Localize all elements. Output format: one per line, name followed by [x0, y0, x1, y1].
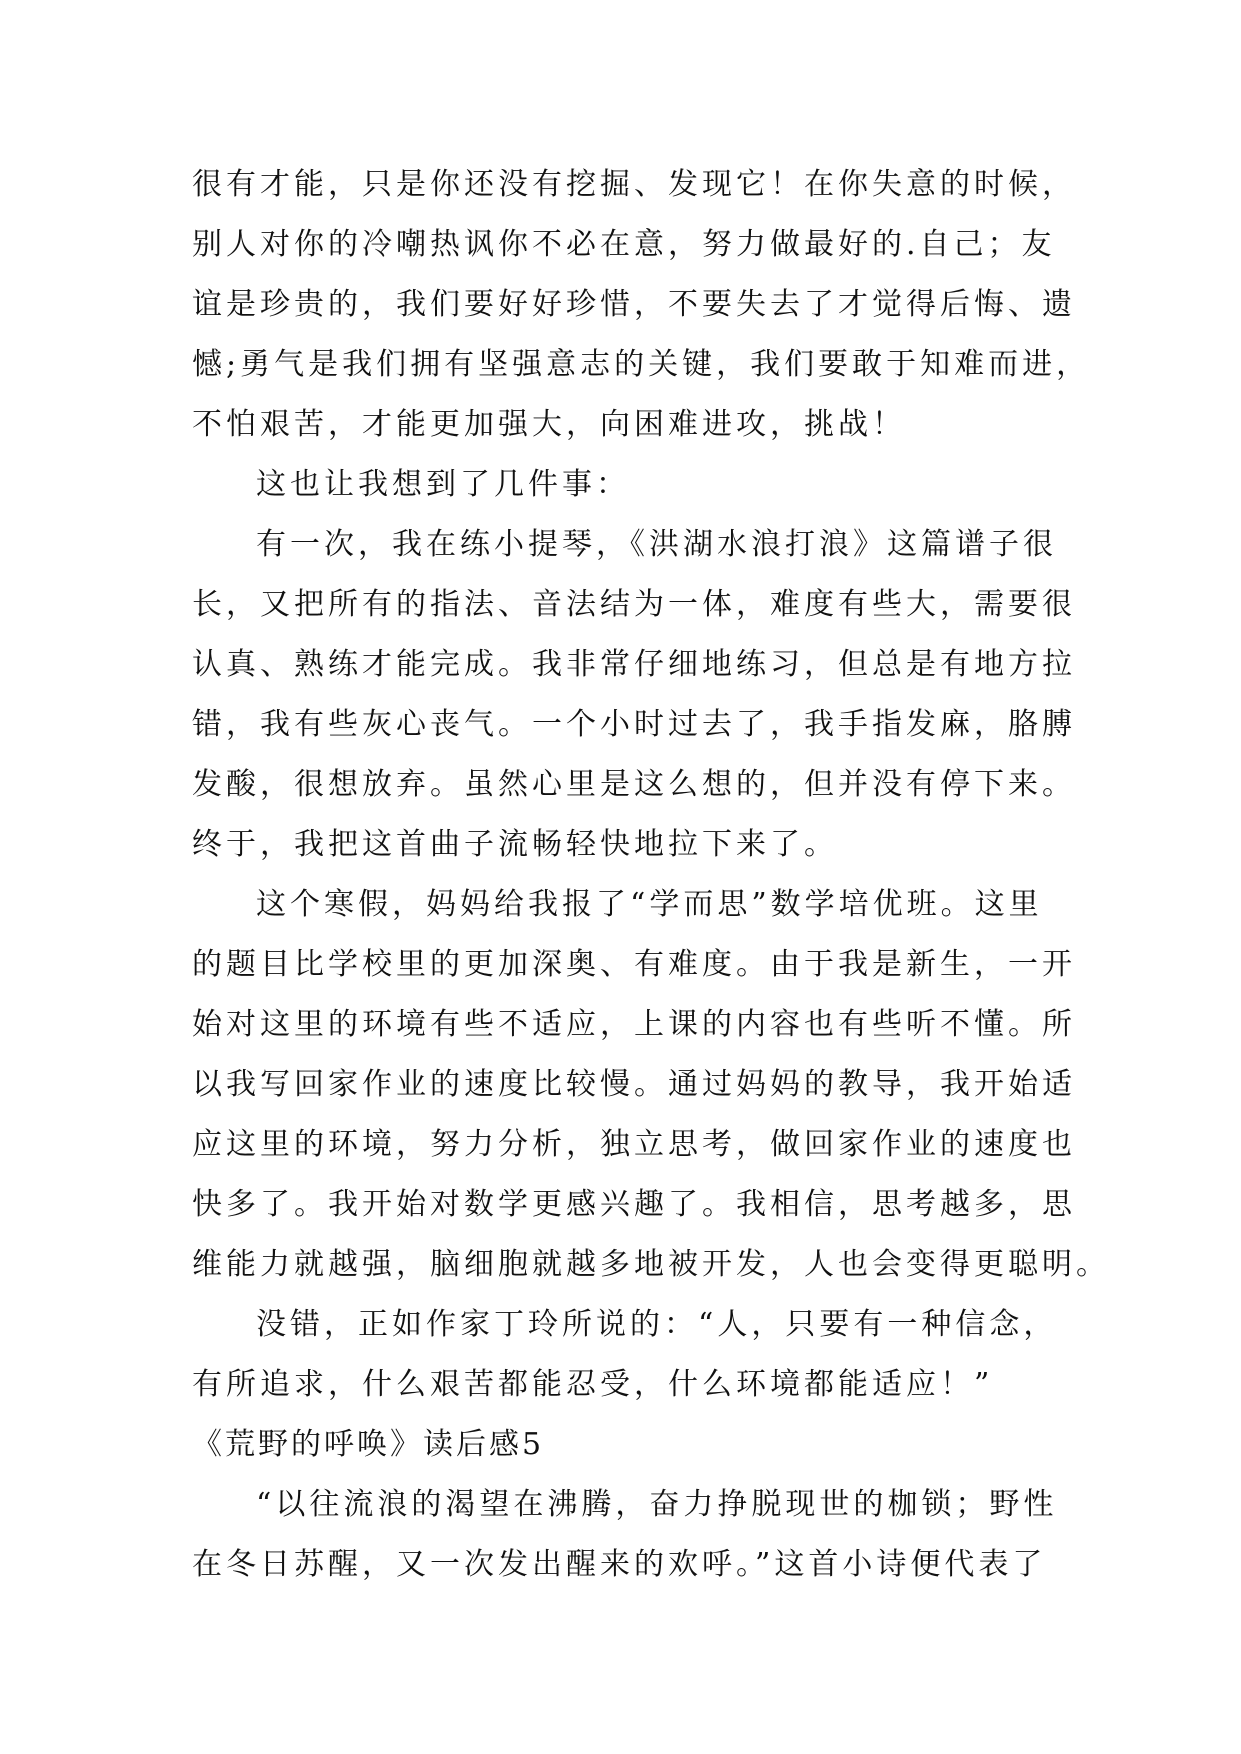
text-line: 很有才能，只是你还没有挖掘、发现它！在你失意的时候，	[192, 167, 1076, 202]
text-line: 终于，我把这首曲子流畅轻快地拉下来了。	[192, 827, 838, 862]
document-body	[192, 155, 1110, 1595]
text-line: 谊是珍贵的，我们要好好珍惜，不要失去了才觉得后悔、遗	[192, 287, 1076, 322]
text-line: 快多了。我开始对数学更感兴趣了。我相信，思考越多，思	[192, 1187, 1076, 1222]
section-heading: 《荒野的呼唤》读后感5	[192, 1427, 545, 1462]
text-line: 的题目比学校里的更加深奥、有难度。由于我是新生，一开	[192, 947, 1076, 982]
text-line: 错，我有些灰心丧气。一个小时过去了，我手指发麻，胳膊	[192, 707, 1076, 742]
text-line: 以我写回家作业的速度比较慢。通过妈妈的教导，我开始适	[192, 1067, 1076, 1102]
text-line: 始对这里的环境有些不适应，上课的内容也有些听不懂。所	[192, 1007, 1076, 1042]
text-line: 维能力就越强，脑细胞就越多地被开发，人也会变得更聪明。	[192, 1247, 1110, 1282]
text-line: 发酸，很想放弃。虽然心里是这么想的，但并没有停下来。	[192, 767, 1076, 802]
text-line: 这也让我想到了几件事：	[256, 467, 630, 502]
text-line: 有一次，我在练小提琴，《洪湖水浪打浪》这篇谱子很	[256, 527, 1057, 562]
text-line: 在冬日苏醒，又一次发出醒来的欢呼。”这首小诗便代表了	[192, 1547, 1047, 1582]
text-line: 没错，正如作家丁玲所说的：“人，只要有一种信念，	[256, 1307, 1058, 1342]
text-line: 别人对你的冷嘲热讽你不必在意，努力做最好的.自己；友	[192, 227, 1056, 262]
text-line: 应这里的环境，努力分析，独立思考，做回家作业的速度也	[192, 1127, 1076, 1162]
text-line: 不怕艰苦，才能更加强大，向困难进攻，挑战！	[192, 407, 906, 442]
text-line: 认真、熟练才能完成。我非常仔细地练习，但总是有地方拉	[192, 647, 1076, 682]
text-line: 有所追求，什么艰苦都能忍受，什么环境都能适应！”	[192, 1367, 994, 1402]
text-line: 这个寒假，妈妈给我报了“学而思”数学培优班。这里	[256, 887, 1043, 922]
text-line: 长，又把所有的指法、音法结为一体，难度有些大，需要很	[192, 587, 1076, 622]
text-line: 憾;勇气是我们拥有坚强意志的关键，我们要敢于知难而进，	[192, 347, 1091, 382]
text-line: “以往流浪的渴望在沸腾，奋力挣脱现世的枷锁；野性	[256, 1487, 1058, 1522]
